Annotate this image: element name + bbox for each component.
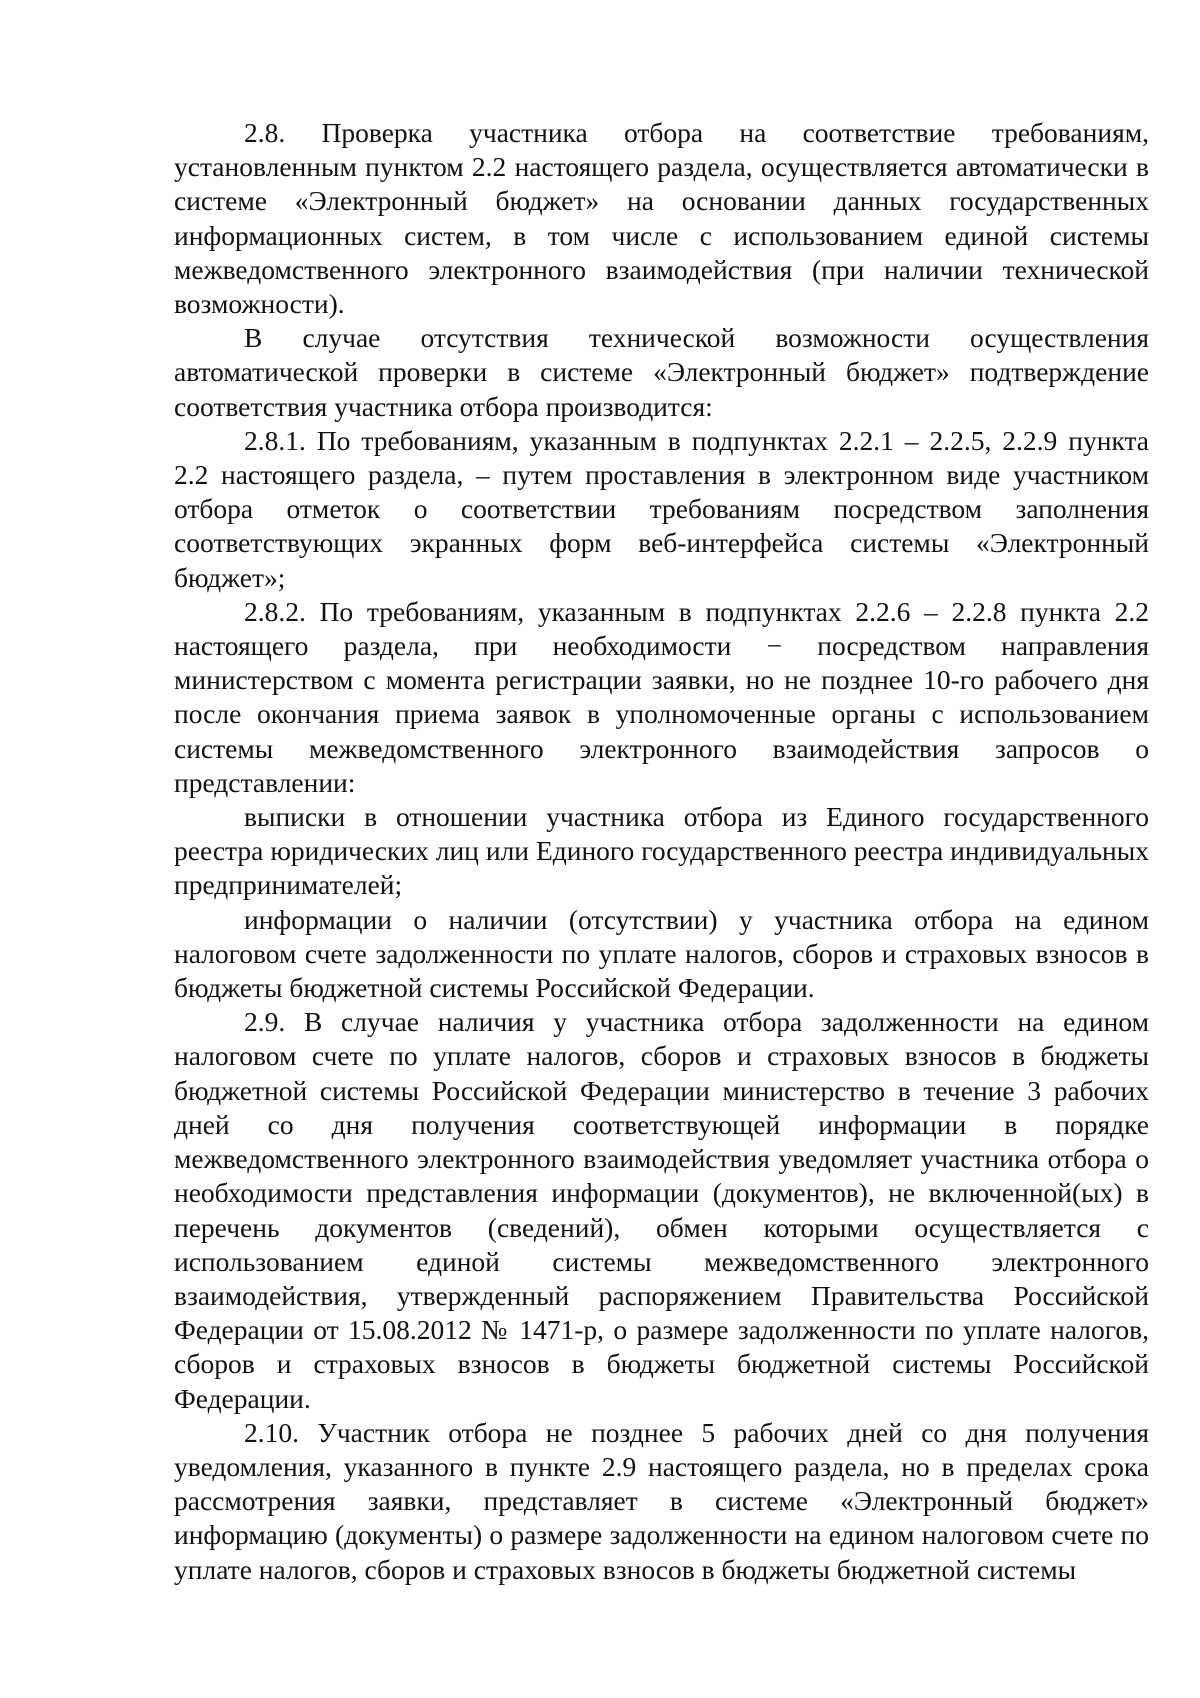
paragraph-2-8-1: 2.8.1. По требованиям, указанным в подпунктах 2.2.1 – 2.2.5, 2.2.9 пункта 2.2 настоящего раздела, – путем проставления в электронном виде участником отбора отметок о соответствии требованиям посредством заполнения соответствующих экранных форм веб-интерфейса системы «Электронный бюджет»; [174,424,1149,593]
paragraph-registry-extract: выписки в отношении участника отбора из Единого государственного реестра юридических лиц или Единого государственного реестра индивидуальных предпринимателей; [174,801,1149,901]
paragraph-2-8: 2.8. Проверка участника отбора на соответствие требованиям, установленным пунктом 2.2 настоящего раздела, осуществляется автоматически в системе «Электронный бюджет» на основании данных государственных информационных систем, в том числе с использованием единой системы межведомственного электронного взаимодействия (при наличии технической возможности). [174,117,1149,320]
paragraph-2-10: 2.10. Участник отбора не позднее 5 рабочих дней со дня получения уведомления, указанного в пункте 2.9 настоящего раздела, но в пределах срока рассмотрения заявки, представляет в системе «Электронный бюджет» информацию (документы) о размере задолженности на едином налоговом счете по уплате налогов, сборов и страховых взносов в бюджеты бюджетной системы [174,1416,1149,1585]
document-body [174,116,1149,1587]
paragraph-tax-debt-info: информации о наличии (отсутствии) у участника отбора на едином налоговом счете задолженности по уплате налогов, сборов и страховых взносов в бюджеты бюджетной системы Российской Федерации. [174,903,1149,1004]
paragraph-no-technical-possibility: В случае отсутствия технической возможности осуществления автоматической проверки в системе «Электронный бюджет» подтверждение соответствия участника отбора производится: [174,322,1149,422]
paragraph-2-8-2: 2.8.2. По требованиям, указанным в подпунктах 2.2.6 – 2.2.8 пункта 2.2 настоящего раздела, при необходимости − посредством направления министерством с момента регистрации заявки, но не позднее 10-го рабочего дня после окончания приема заявок в уполномоченные органы с использованием системы межведомственного электронного взаимодействия запросов о представлении: [174,595,1149,798]
paragraph-2-9: 2.9. В случае наличия у участника отбора задолженности на едином налоговом счете по уплате налогов, сборов и страховых взносов в бюджеты бюджетной системы Российской Федерации министерство в течение 3 рабочих дней со дня получения соответствующей информации в порядке межведомственного электронного взаимодействия уведомляет участника отбора о необходимости представления информации (документов), не включенной(ых) в перечень документов (сведений), обмен которыми осуществляется с использованием единой системы межведомственного электронного взаимодействия, утвержденный распоряжением Правительства Российской Федерации от 15.08.2012 № 1471-р, о размере задолженности по уплате налогов, сборов и страховых взносов в бюджеты бюджетной системы Российской Федерации. [174,1006,1149,1414]
